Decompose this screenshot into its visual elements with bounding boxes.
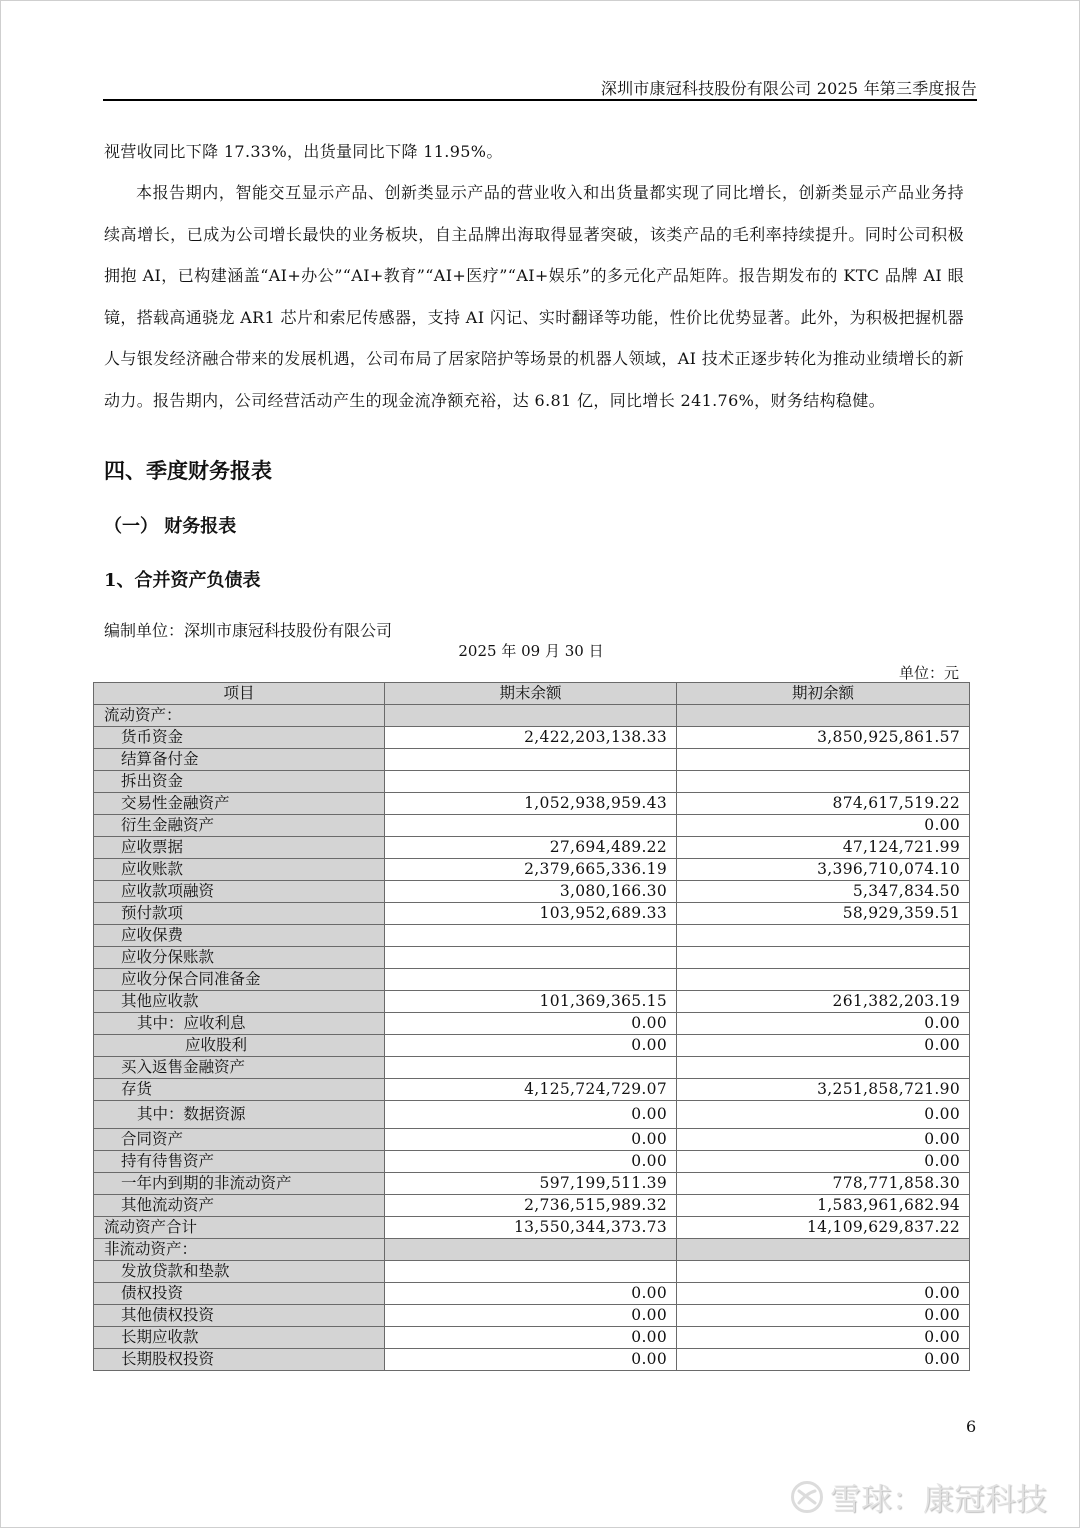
row-item-label: 拆出资金 (94, 771, 385, 793)
row-begin-balance: 5,347,834.50 (677, 881, 970, 903)
running-header-title: 深圳市康冠科技股份有限公司 2025 年第三季度报告 (600, 79, 977, 98)
row-begin-balance: 874,617,519.22 (677, 793, 970, 815)
row-item-label: 应收账款 (94, 859, 385, 881)
body-paragraph-2: 本报告期内，智能交互显示产品、创新类显示产品的营业收入和出货量都实现了同比增长，创新类显示产品业务持续高增长，已成为公司增长最快的业务板块，自主品牌出海取得显著突破，该类产品的毛利率持续提升。同时公司积极拥抱 AI，已构建涵盖“AI+办公”“AI+教育”“AI+医疗”“AI+娱乐”的多元化产品矩阵。报告期发布的 KTC 品牌 AI 眼镜，搭载高通骁龙 AR1 芯片和索尼传感器，支持 AI 闪记、实时翻译等功能，性价比优势显著。此外，为积极把握机器人与银发经济融合带来的发展机遇，公司布局了居家陪护等场景的机器人领域，AI 技术正逐步转化为推动业绩增长的新动力。报告期内，公司经营活动产生的现金流净额充裕，达 6.81 亿，同比增长 241.76%，财务结构稳健。 (104, 183, 964, 410)
row-item-label: 持有待售资产 (94, 1151, 385, 1173)
row-begin-balance (677, 1057, 970, 1079)
table-row (94, 1013, 970, 1035)
row-item-label: 合同资产 (94, 1129, 385, 1151)
table-row (94, 1327, 970, 1349)
row-begin-balance (677, 771, 970, 793)
page-number: 6 (966, 1417, 977, 1436)
header-rule-divider (103, 99, 977, 101)
row-begin-balance (677, 749, 970, 771)
row-item-label: 其他流动资产 (94, 1195, 385, 1217)
table-header-row (94, 683, 970, 705)
row-begin-balance: 47,124,721.99 (677, 837, 970, 859)
row-begin-balance: 0.00 (677, 1349, 970, 1371)
row-item-label: 非流动资产： (94, 1239, 385, 1261)
table-row (94, 749, 970, 771)
row-end-balance: 13,550,344,373.73 (385, 1217, 677, 1239)
row-begin-balance: 3,850,925,861.57 (677, 727, 970, 749)
row-end-balance (385, 1057, 677, 1079)
row-item-label: 长期应收款 (94, 1327, 385, 1349)
row-end-balance: 597,199,511.39 (385, 1173, 677, 1195)
row-begin-balance: 0.00 (677, 1151, 970, 1173)
row-begin-balance: 0.00 (677, 1129, 970, 1151)
table-row (94, 903, 970, 925)
table-row (94, 1129, 970, 1151)
row-item-label: 流动资产合计 (94, 1217, 385, 1239)
row-begin-balance: 0.00 (677, 1035, 970, 1057)
row-end-balance: 0.00 (385, 1013, 677, 1035)
xueqiu-logo-icon (790, 1480, 824, 1514)
table-row (94, 881, 970, 903)
row-end-balance (385, 947, 677, 969)
row-item-label: 长期股权投资 (94, 1349, 385, 1371)
column-header-begin-balance: 期初余额 (677, 683, 970, 705)
row-item-label: 应收保费 (94, 925, 385, 947)
row-end-balance: 0.00 (385, 1349, 677, 1371)
table-row (94, 1305, 970, 1327)
row-item-label: 一年内到期的非流动资产 (94, 1173, 385, 1195)
table-row (94, 1217, 970, 1239)
balance-sheet-table (93, 682, 970, 1371)
table-row (94, 1349, 970, 1371)
row-begin-balance: 58,929,359.51 (677, 903, 970, 925)
table-row (94, 1261, 970, 1283)
row-end-balance: 103,952,689.33 (385, 903, 677, 925)
row-item-label: 交易性金融资产 (94, 793, 385, 815)
row-begin-balance: 1,583,961,682.94 (677, 1195, 970, 1217)
row-item-label: 流动资产： (94, 705, 385, 727)
prepared-by-label: 编制单位：深圳市康冠科技股份有限公司 (104, 621, 393, 640)
row-item-label: 债权投资 (94, 1283, 385, 1305)
table-row (94, 859, 970, 881)
table-row (94, 1057, 970, 1079)
row-end-balance: 1,052,938,959.43 (385, 793, 677, 815)
row-end-balance: 101,369,365.15 (385, 991, 677, 1013)
row-item-label: 其中：数据资源 (94, 1101, 385, 1129)
row-item-label: 应收分保账款 (94, 947, 385, 969)
table-row (94, 837, 970, 859)
row-end-balance: 3,080,166.30 (385, 881, 677, 903)
table-row (94, 969, 970, 991)
section-heading: 四、季度财务报表 (104, 458, 272, 483)
subsection-heading: （一） 财务报表 (104, 516, 237, 537)
row-end-balance (385, 925, 677, 947)
row-item-label: 应收股利 (94, 1035, 385, 1057)
row-end-balance (385, 1261, 677, 1283)
row-begin-balance: 14,109,629,837.22 (677, 1217, 970, 1239)
table-row (94, 793, 970, 815)
row-end-balance: 0.00 (385, 1151, 677, 1173)
row-begin-balance: 0.00 (677, 1305, 970, 1327)
table-row (94, 1195, 970, 1217)
row-item-label: 货币资金 (94, 727, 385, 749)
row-end-balance (385, 771, 677, 793)
row-item-label: 存货 (94, 1079, 385, 1101)
row-begin-balance (677, 705, 970, 727)
row-begin-balance: 3,396,710,074.10 (677, 859, 970, 881)
row-item-label: 应收分保合同准备金 (94, 969, 385, 991)
column-header-end-balance: 期末余额 (385, 683, 677, 705)
row-end-balance: 0.00 (385, 1035, 677, 1057)
row-end-balance: 0.00 (385, 1327, 677, 1349)
table-row (94, 1079, 970, 1101)
row-end-balance (385, 705, 677, 727)
row-item-label: 应收票据 (94, 837, 385, 859)
row-item-label: 其中：应收利息 (94, 1013, 385, 1035)
row-begin-balance (677, 947, 970, 969)
row-end-balance: 0.00 (385, 1129, 677, 1151)
row-begin-balance: 0.00 (677, 815, 970, 837)
row-begin-balance: 3,251,858,721.90 (677, 1079, 970, 1101)
table-row (94, 1035, 970, 1057)
row-end-balance: 2,379,665,336.19 (385, 859, 677, 881)
statement-date: 2025 年 09 月 30 日 (458, 642, 604, 660)
table-row (94, 771, 970, 793)
table-row (94, 1101, 970, 1129)
row-end-balance: 27,694,489.22 (385, 837, 677, 859)
row-begin-balance: 0.00 (677, 1013, 970, 1035)
row-begin-balance (677, 969, 970, 991)
row-begin-balance: 778,771,858.30 (677, 1173, 970, 1195)
row-end-balance (385, 815, 677, 837)
row-item-label: 应收款项融资 (94, 881, 385, 903)
row-end-balance (385, 749, 677, 771)
row-item-label: 其他债权投资 (94, 1305, 385, 1327)
row-item-label: 其他应收款 (94, 991, 385, 1013)
table-row (94, 1283, 970, 1305)
table-row (94, 727, 970, 749)
row-item-label: 衍生金融资产 (94, 815, 385, 837)
row-end-balance: 4,125,724,729.07 (385, 1079, 677, 1101)
table-section-row (94, 1239, 970, 1261)
table-row (94, 815, 970, 837)
table-row (94, 1173, 970, 1195)
table-heading: 1、合并资产负债表 (104, 570, 261, 591)
row-begin-balance: 0.00 (677, 1283, 970, 1305)
row-end-balance (385, 969, 677, 991)
row-begin-balance: 0.00 (677, 1101, 970, 1129)
row-item-label: 发放贷款和垫款 (94, 1261, 385, 1283)
column-header-item: 项目 (94, 683, 385, 705)
row-begin-balance (677, 925, 970, 947)
row-begin-balance (677, 1261, 970, 1283)
table-row (94, 947, 970, 969)
row-end-balance: 0.00 (385, 1283, 677, 1305)
table-section-row (94, 705, 970, 727)
row-item-label: 结算备付金 (94, 749, 385, 771)
row-item-label: 预付款项 (94, 903, 385, 925)
watermark-text: 雪球：康冠科技 (830, 1482, 1047, 1518)
row-begin-balance (677, 1239, 970, 1261)
balance-sheet-body (94, 705, 970, 1371)
table-row (94, 991, 970, 1013)
table-row (94, 925, 970, 947)
currency-unit-label: 单位：元 (898, 664, 959, 682)
table-row (94, 1151, 970, 1173)
row-end-balance: 2,422,203,138.33 (385, 727, 677, 749)
row-end-balance: 0.00 (385, 1305, 677, 1327)
row-end-balance (385, 1239, 677, 1261)
row-end-balance: 0.00 (385, 1101, 677, 1129)
row-begin-balance: 261,382,203.19 (677, 991, 970, 1013)
row-begin-balance: 0.00 (677, 1327, 970, 1349)
row-end-balance: 2,736,515,989.32 (385, 1195, 677, 1217)
row-item-label: 买入返售金融资产 (94, 1057, 385, 1079)
xueqiu-watermark (790, 1474, 1047, 1519)
body-paragraph-1: 视营收同比下降 17.33%，出货量同比下降 11.95%。 (104, 142, 503, 161)
